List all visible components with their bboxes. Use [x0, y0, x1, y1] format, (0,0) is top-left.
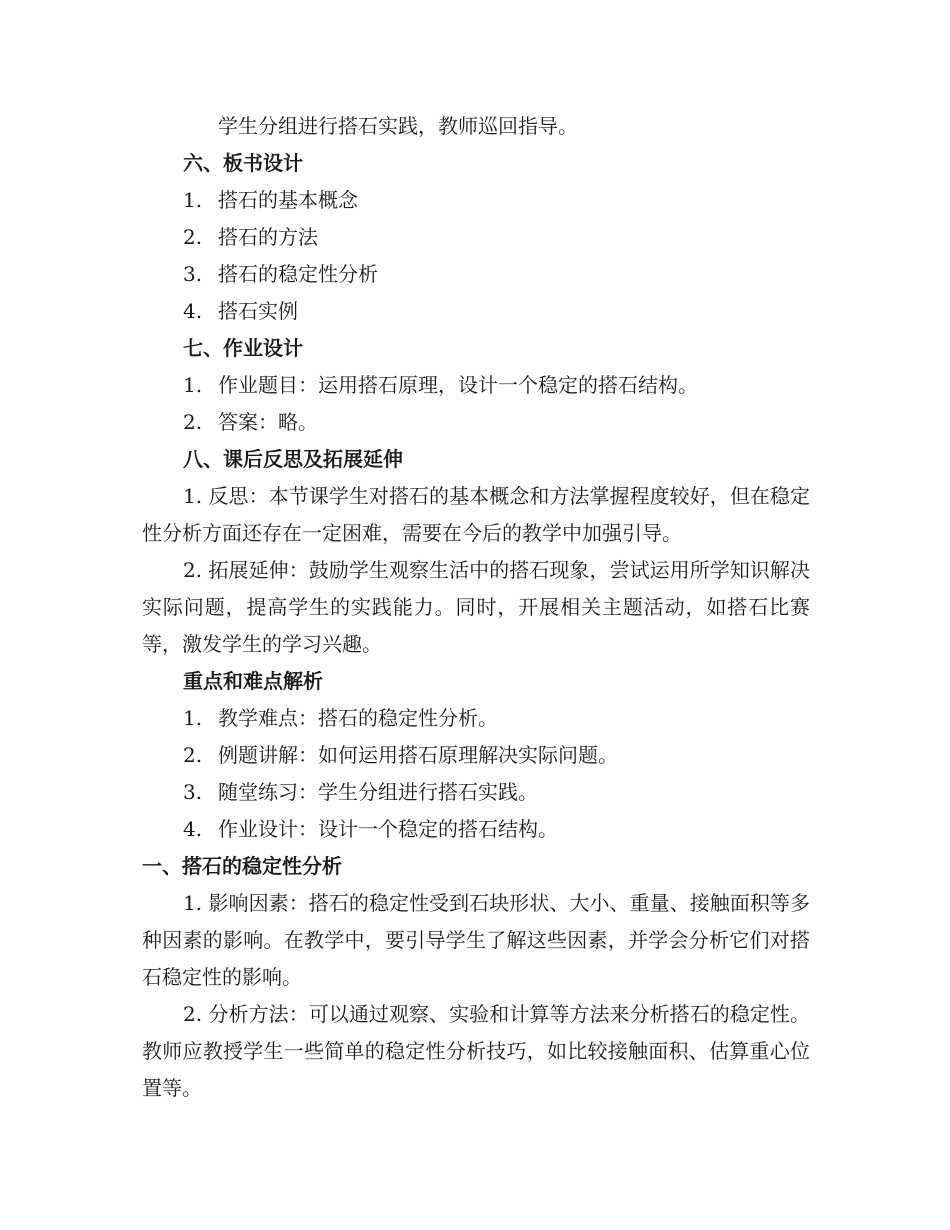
item-text: 例题讲解：如何运用搭石原理解决实际问题。: [218, 743, 618, 767]
list-item: [142, 256, 810, 293]
section7-heading: 七、作业设计: [183, 336, 303, 360]
item-number: 1.: [183, 188, 203, 212]
key-points-heading: 重点和难点解析: [183, 669, 323, 693]
list-item: [142, 293, 810, 330]
list-item: [142, 700, 810, 737]
list-item: [142, 811, 810, 848]
list-item: [142, 774, 810, 811]
list-item: [142, 367, 810, 404]
item-text: 作业设计：设计一个稳定的搭石结构。: [218, 817, 558, 841]
item-text: 答案：略。: [218, 410, 318, 434]
item-text: 搭石实例: [218, 299, 298, 323]
stability-heading: 一、搭石的稳定性分析: [142, 854, 342, 878]
section6-heading: 六、板书设计: [183, 151, 303, 175]
factors-paragraph: 1. 影响因素：搭石的稳定性受到石块形状、大小、重量、接触面积等多种因素的影响。在教学中，要引导学生了解这些因素，并学会分析它们对搭石稳定性的影响。: [142, 891, 810, 989]
item-number: 2.: [183, 743, 203, 767]
list-item: [142, 737, 810, 774]
item-number: 4.: [183, 817, 203, 841]
intro-line: 学生分组进行搭石实践，教师巡回指导。: [218, 114, 578, 138]
item-number: 1.: [183, 373, 203, 397]
item-text: 搭石的方法: [218, 225, 318, 249]
reflection-paragraph: 1. 反思：本节课学生对搭石的基本概念和方法掌握程度较好，但在稳定性分析方面还存在一定困难，需要在今后的教学中加强引导。: [142, 484, 810, 545]
list-item: [142, 404, 810, 441]
section8-heading: 八、课后反思及拓展延伸: [183, 447, 403, 471]
item-text: 搭石的基本概念: [218, 188, 358, 212]
methods-paragraph: 2. 分析方法：可以通过观察、实验和计算等方法来分析搭石的稳定性。教师应教授学生一些简单的稳定性分析技巧，如比较接触面积、估算重心位置等。: [142, 1002, 810, 1100]
item-number: 2.: [183, 225, 203, 249]
item-number: 3.: [183, 262, 203, 286]
list-item: [142, 219, 810, 256]
item-number: 4.: [183, 299, 203, 323]
item-text: 搭石的稳定性分析: [218, 262, 378, 286]
item-text: 随堂练习：学生分组进行搭石实践。: [218, 780, 538, 804]
item-number: 1.: [183, 706, 203, 730]
item-text: 教学难点：搭石的稳定性分析。: [218, 706, 498, 730]
item-number: 3.: [183, 780, 203, 804]
item-number: 2.: [183, 410, 203, 434]
item-text: 作业题目：运用搭石原理，设计一个稳定的搭石结构。: [218, 373, 698, 397]
list-item: [142, 182, 810, 219]
document-page: [142, 108, 810, 1107]
extension-paragraph: 2. 拓展延伸：鼓励学生观察生活中的搭石现象，尝试运用所学知识解决实际问题，提高学生的实践能力。同时，开展相关主题活动，如搭石比赛等，激发学生的学习兴趣。: [142, 558, 810, 656]
